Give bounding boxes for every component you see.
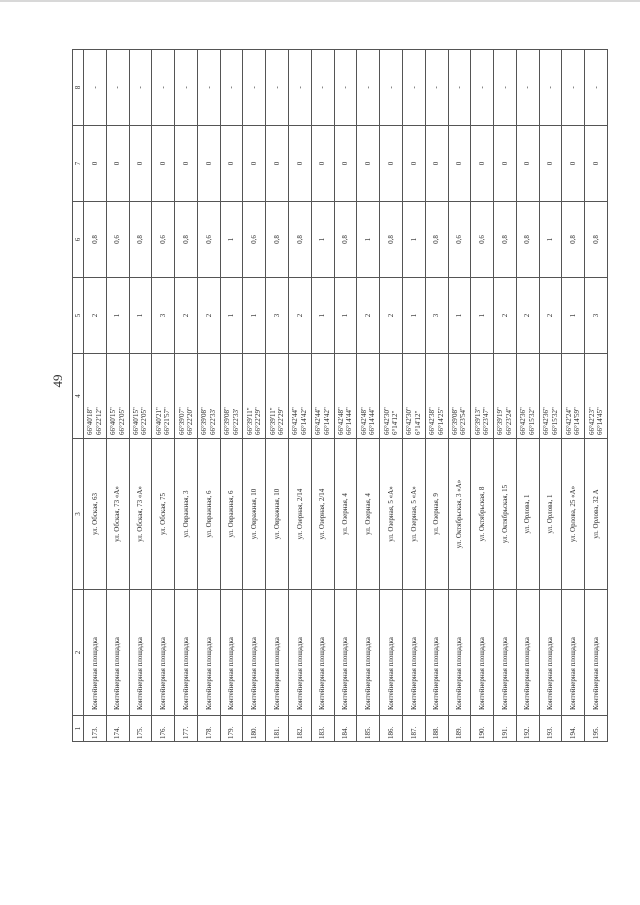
table-row	[357, 50, 380, 742]
container-sites-table	[72, 49, 608, 742]
site-coordinates	[585, 354, 608, 439]
column-7-value: 0	[402, 126, 425, 202]
column-7-value: 0	[562, 126, 585, 202]
latitude: 66°40'21"	[154, 407, 163, 435]
rotated-table-container	[72, 50, 608, 742]
column-7-value: 0	[129, 126, 152, 202]
row-number: 191.	[494, 716, 517, 742]
col-header-6: 6	[73, 202, 84, 278]
site-address: ул. Обская, 73 «А»	[106, 439, 129, 590]
site-coordinates	[539, 354, 562, 439]
longitude: 66°23'54"	[459, 407, 468, 435]
container-volume: 0,8	[516, 202, 539, 278]
column-8-value: -	[562, 50, 585, 126]
column-8-value: -	[380, 50, 403, 126]
site-address: ул. Озерная, 5 «А»	[402, 439, 425, 590]
column-8-value: -	[106, 50, 129, 126]
column-7-value: 0	[266, 126, 289, 202]
column-8-value: -	[197, 50, 220, 126]
latitude: 66°39'11"	[245, 407, 254, 435]
site-type: Контейнерная площадка	[220, 590, 243, 716]
container-volume: 1	[311, 202, 334, 278]
column-7-value: 0	[448, 126, 471, 202]
row-number: 177.	[175, 716, 198, 742]
column-8-value: -	[585, 50, 608, 126]
latitude: 66°39'11"	[268, 407, 277, 435]
row-number: 189.	[448, 716, 471, 742]
container-count: 2	[516, 278, 539, 354]
container-count: 1	[448, 278, 471, 354]
site-type: Контейнерная площадка	[266, 590, 289, 716]
latitude: 66°42'48"	[359, 407, 368, 435]
longitude: 66°22'20"	[186, 407, 195, 435]
column-7-value: 0	[197, 126, 220, 202]
site-type: Контейнерная площадка	[494, 590, 517, 716]
container-volume: 1	[220, 202, 243, 278]
table-row	[220, 50, 243, 742]
table-row	[266, 50, 289, 742]
site-coordinates	[311, 354, 334, 439]
longitude: 6°14'12"	[413, 410, 422, 435]
site-type: Контейнерная площадка	[84, 590, 107, 716]
column-7-value: 0	[289, 126, 312, 202]
column-8-value: -	[334, 50, 357, 126]
longitude: 66°22'05"	[140, 407, 149, 435]
table-row	[334, 50, 357, 742]
row-number: 190.	[471, 716, 494, 742]
table-row	[585, 50, 608, 742]
container-count: 2	[289, 278, 312, 354]
container-count: 3	[425, 278, 448, 354]
site-type: Контейнерная площадка	[311, 590, 334, 716]
table-row	[243, 50, 266, 742]
site-coordinates	[152, 354, 175, 439]
table-row	[106, 50, 129, 742]
longitude: 66°14'42"	[322, 407, 331, 435]
column-7-value: 0	[516, 126, 539, 202]
container-count: 1	[402, 278, 425, 354]
row-number: 174.	[106, 716, 129, 742]
site-coordinates	[357, 354, 380, 439]
container-count: 3	[585, 278, 608, 354]
container-volume: 1	[402, 202, 425, 278]
longitude: 66°22'33'	[208, 408, 217, 435]
longitude: 66°14'42"	[299, 407, 308, 435]
latitude: 66°42'48"	[336, 407, 345, 435]
table-row	[425, 50, 448, 742]
site-coordinates	[220, 354, 243, 439]
latitude: 66°40'18"	[86, 407, 95, 435]
row-number: 185.	[357, 716, 380, 742]
latitude: 66°42'38"	[428, 407, 437, 435]
column-8-value: -	[243, 50, 266, 126]
column-7-value: 0	[425, 126, 448, 202]
column-7-value: 0	[471, 126, 494, 202]
col-header-5: 5	[73, 278, 84, 354]
site-type: Контейнерная площадка	[334, 590, 357, 716]
site-address: ул. Октябрьская, 8	[471, 439, 494, 590]
page-number: 49	[50, 374, 65, 388]
table-row	[129, 50, 152, 742]
site-address: ул. Озерная, 2/14	[289, 439, 312, 590]
site-coordinates	[516, 354, 539, 439]
container-volume: 0,8	[562, 202, 585, 278]
column-8-value: -	[129, 50, 152, 126]
longitude: 66°22'33'	[231, 408, 240, 435]
site-coordinates	[425, 354, 448, 439]
container-volume: 0,8	[334, 202, 357, 278]
site-coordinates	[129, 354, 152, 439]
site-type: Контейнерная площадка	[585, 590, 608, 716]
table-row	[539, 50, 562, 742]
site-address: ул. Озерная, 5 «А»	[380, 439, 403, 590]
site-address: ул. Озерная, 9	[425, 439, 448, 590]
container-count: 1	[243, 278, 266, 354]
site-address: ул. Октябрьская, 15	[494, 439, 517, 590]
container-volume: 0,8	[289, 202, 312, 278]
latitude: 66°42'30"	[405, 407, 414, 435]
row-number: 194.	[562, 716, 585, 742]
container-volume: 0,8	[175, 202, 198, 278]
site-type: Контейнерная площадка	[357, 590, 380, 716]
site-type: Контейнерная площадка	[152, 590, 175, 716]
container-count: 2	[494, 278, 517, 354]
site-address: ул. Октябрьская, 3 «А»	[448, 439, 471, 590]
table-row	[311, 50, 334, 742]
table-row	[562, 50, 585, 742]
column-7-value: 0	[311, 126, 334, 202]
longitude: 66°22'12"	[94, 407, 103, 435]
column-7-value: 0	[494, 126, 517, 202]
column-7-value: 0	[106, 126, 129, 202]
column-7-value: 0	[539, 126, 562, 202]
site-coordinates	[197, 354, 220, 439]
longitude: 66°22'29"	[254, 407, 263, 435]
page-edge	[0, 0, 640, 2]
table-row	[380, 50, 403, 742]
col-header-7: 7	[73, 126, 84, 202]
table-row	[175, 50, 198, 742]
container-count: 3	[152, 278, 175, 354]
latitude: 66°42'44"	[314, 407, 323, 435]
row-number: 179.	[220, 716, 243, 742]
row-number: 193.	[539, 716, 562, 742]
container-volume: 0,6	[448, 202, 471, 278]
container-volume: 1	[357, 202, 380, 278]
row-number: 183.	[311, 716, 334, 742]
latitude: 66°42'36"	[542, 407, 551, 435]
container-count: 2	[539, 278, 562, 354]
container-count: 1	[129, 278, 152, 354]
row-number: 173.	[84, 716, 107, 742]
container-volume: 0,6	[197, 202, 220, 278]
container-count: 2	[197, 278, 220, 354]
site-address: ул. Орлова, 32 А	[585, 439, 608, 590]
longitude: 6°14'12"	[391, 410, 400, 435]
table-row	[197, 50, 220, 742]
column-7-value: 0	[243, 126, 266, 202]
latitude: 66°40'15"	[131, 407, 140, 435]
table-row	[289, 50, 312, 742]
site-type: Контейнерная площадка	[106, 590, 129, 716]
column-7-value: 0	[220, 126, 243, 202]
column-8-value: -	[220, 50, 243, 126]
column-7-value: 0	[175, 126, 198, 202]
site-coordinates	[289, 354, 312, 439]
container-volume: 0,8	[494, 202, 517, 278]
column-8-value: -	[175, 50, 198, 126]
table-row	[402, 50, 425, 742]
row-number: 187.	[402, 716, 425, 742]
container-count: 1	[562, 278, 585, 354]
container-count: 2	[357, 278, 380, 354]
column-8-value: -	[471, 50, 494, 126]
column-7-value: 0	[357, 126, 380, 202]
longitude: 66°22'05"	[117, 407, 126, 435]
column-8-value: -	[494, 50, 517, 126]
container-volume: 0,8	[585, 202, 608, 278]
site-coordinates	[562, 354, 585, 439]
site-type: Контейнерная площадка	[425, 590, 448, 716]
site-coordinates	[243, 354, 266, 439]
table-row	[494, 50, 517, 742]
table-body	[84, 50, 608, 742]
col-header-2: 2	[73, 590, 84, 716]
longitude: 66°23'24"	[504, 407, 513, 435]
site-type: Контейнерная площадка	[516, 590, 539, 716]
column-8-value: -	[448, 50, 471, 126]
latitude: 66°39'08"	[223, 407, 232, 435]
container-volume: 0,6	[471, 202, 494, 278]
col-header-1: 1	[73, 716, 84, 742]
column-8-value: -	[289, 50, 312, 126]
site-type: Контейнерная площадка	[380, 590, 403, 716]
latitude: 66°39'07"	[177, 407, 186, 435]
site-address: ул. Орлова, 1	[516, 439, 539, 590]
longitude: 66°14'44"	[345, 407, 354, 435]
site-type: Контейнерная площадка	[448, 590, 471, 716]
site-address: ул. Овражная, 6	[220, 439, 243, 590]
site-type: Контейнерная площадка	[175, 590, 198, 716]
site-coordinates	[175, 354, 198, 439]
latitude: 66°42'23"	[587, 407, 596, 435]
row-number: 175.	[129, 716, 152, 742]
latitude: 66°40'15"	[109, 407, 118, 435]
site-address: ул. Озерная, 4	[357, 439, 380, 590]
latitude: 66°39'08"	[450, 407, 459, 435]
container-volume: 0,8	[266, 202, 289, 278]
table-row	[152, 50, 175, 742]
site-type: Контейнерная площадка	[243, 590, 266, 716]
container-volume: 0,8	[425, 202, 448, 278]
longitude: 66°15'32"	[527, 407, 536, 435]
column-7-value: 0	[334, 126, 357, 202]
column-7-value: 0	[84, 126, 107, 202]
container-volume: 0,8	[380, 202, 403, 278]
site-coordinates	[84, 354, 107, 439]
column-7-value: 0	[380, 126, 403, 202]
table-row	[471, 50, 494, 742]
site-type: Контейнерная площадка	[129, 590, 152, 716]
row-number: 176.	[152, 716, 175, 742]
row-number: 181.	[266, 716, 289, 742]
table-row	[448, 50, 471, 742]
site-coordinates	[494, 354, 517, 439]
site-address: ул. Овражная, 10	[266, 439, 289, 590]
site-type: Контейнерная площадка	[289, 590, 312, 716]
site-coordinates	[334, 354, 357, 439]
column-8-value: -	[425, 50, 448, 126]
row-number: 192.	[516, 716, 539, 742]
column-8-value: -	[402, 50, 425, 126]
row-number: 182.	[289, 716, 312, 742]
row-number: 178.	[197, 716, 220, 742]
longitude: 66°22'29"	[277, 407, 286, 435]
site-coordinates	[266, 354, 289, 439]
container-count: 2	[175, 278, 198, 354]
col-header-8: 8	[73, 50, 84, 126]
container-count: 1	[106, 278, 129, 354]
latitude: 66°39'13"	[473, 407, 482, 435]
table-row	[84, 50, 107, 742]
column-8-value: -	[84, 50, 107, 126]
site-type: Контейнерная площадка	[402, 590, 425, 716]
container-volume: 0,6	[106, 202, 129, 278]
site-coordinates	[106, 354, 129, 439]
site-address: ул. Озерная, 2/14	[311, 439, 334, 590]
container-count: 1	[220, 278, 243, 354]
header-row	[73, 50, 84, 742]
container-volume: 1	[539, 202, 562, 278]
site-type: Контейнерная площадка	[562, 590, 585, 716]
site-type: Контейнерная площадка	[197, 590, 220, 716]
container-count: 1	[471, 278, 494, 354]
site-address: ул. Орлова, 25 «А»	[562, 439, 585, 590]
latitude: 66°39'19"	[496, 407, 505, 435]
site-address: ул. Озерная, 4	[334, 439, 357, 590]
container-count: 1	[334, 278, 357, 354]
site-address: ул. Обская, 73 «А»	[129, 439, 152, 590]
site-type: Контейнерная площадка	[471, 590, 494, 716]
longitude: 66°14'44"	[368, 407, 377, 435]
row-number: 184.	[334, 716, 357, 742]
longitude: 66°14'25"	[436, 407, 445, 435]
column-8-value: -	[152, 50, 175, 126]
longitude: 66°23'47"	[482, 407, 491, 435]
longitude: 66°14'45"	[596, 407, 605, 435]
site-address: ул. Овражная, 6	[197, 439, 220, 590]
column-7-value: 0	[585, 126, 608, 202]
row-number: 186.	[380, 716, 403, 742]
longitude: 66°14'59"	[573, 407, 582, 435]
row-number: 180.	[243, 716, 266, 742]
site-coordinates	[380, 354, 403, 439]
latitude: 66°39'08"	[200, 407, 209, 435]
site-type: Контейнерная площадка	[539, 590, 562, 716]
latitude: 66°42'24"	[564, 407, 573, 435]
site-address: ул. Орлова, 1	[539, 439, 562, 590]
container-volume: 0,6	[243, 202, 266, 278]
latitude: 66°42'36"	[519, 407, 528, 435]
row-number: 195.	[585, 716, 608, 742]
row-number: 188.	[425, 716, 448, 742]
site-address: ул. Обская, 63	[84, 439, 107, 590]
site-coordinates	[448, 354, 471, 439]
column-8-value: -	[357, 50, 380, 126]
site-address: ул. Обская, 75	[152, 439, 175, 590]
site-address: ул. Овражная, 3	[175, 439, 198, 590]
container-count: 3	[266, 278, 289, 354]
col-header-3: 3	[73, 439, 84, 590]
container-volume: 0,6	[152, 202, 175, 278]
column-8-value: -	[311, 50, 334, 126]
container-count: 1	[311, 278, 334, 354]
table-row	[516, 50, 539, 742]
container-count: 2	[380, 278, 403, 354]
latitude: 66°42'44"	[291, 407, 300, 435]
site-address: ул. Овражная, 10	[243, 439, 266, 590]
column-7-value: 0	[152, 126, 175, 202]
site-coordinates	[471, 354, 494, 439]
container-volume: 0,8	[84, 202, 107, 278]
container-volume: 0,8	[129, 202, 152, 278]
column-8-value: -	[266, 50, 289, 126]
longitude: 66°21'57"	[163, 407, 172, 435]
site-coordinates	[402, 354, 425, 439]
column-8-value: -	[539, 50, 562, 126]
longitude: 66°15'32"	[550, 407, 559, 435]
latitude: 66°42'30"	[382, 407, 391, 435]
column-8-value: -	[516, 50, 539, 126]
col-header-4: 4	[73, 354, 84, 439]
container-count: 2	[84, 278, 107, 354]
